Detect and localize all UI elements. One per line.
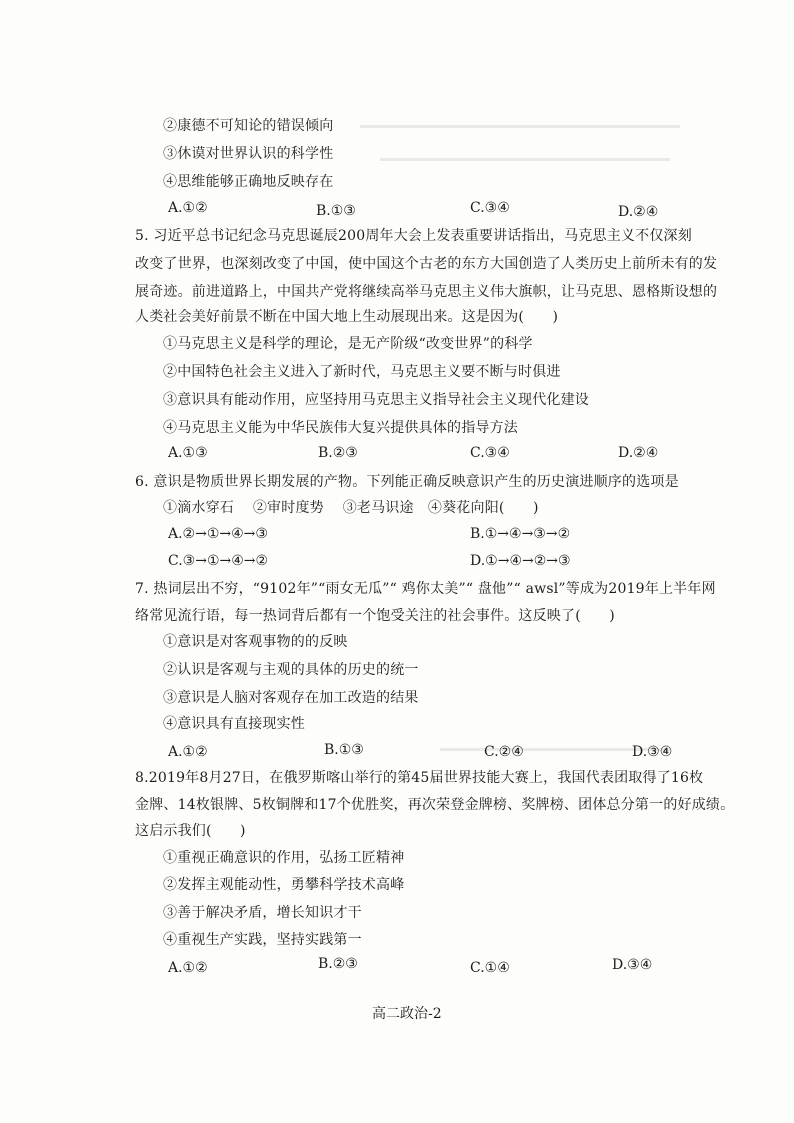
q7-option-4: ④意识具有直接现实性 — [163, 716, 305, 732]
q4-choice-d: D.②④ — [618, 204, 659, 220]
q7-choice-c: C.②④ — [484, 744, 524, 760]
q8-stem-line-1: 8.2019年8月27日，在俄罗斯喀山举行的第45届世界技能大赛上，我国代表团取得了16枚 — [135, 770, 704, 786]
q6-choice-b: B.①→④→③→② — [470, 526, 571, 542]
q8-option-3: ③善于解决矛盾，增长知识才干 — [163, 905, 362, 921]
q8-stem-line-2: 金牌、14枚银牌、5枚铜牌和17个优胜奖，再次荣登金牌榜、奖牌榜、团体总分第一的好成绩。 — [135, 797, 735, 813]
scan-smudge — [380, 158, 670, 161]
q7-option-1: ①意识是对客观事物的的反映 — [163, 634, 348, 650]
q5-stem-line-4: 人类社会美好前景不断在中国大地上生动展现出来。这是因为( ) — [135, 309, 559, 325]
q5-choice-a: A.①③ — [168, 445, 208, 461]
q4-option-4: ④思维能够正确地反映存在 — [163, 174, 334, 190]
q5-option-4: ④马克思主义能为中华民族伟大复兴提供具体的指导方法 — [163, 420, 518, 436]
q7-choice-b: B.①③ — [324, 742, 364, 758]
q8-choice-c: C.①④ — [470, 960, 510, 976]
q8-option-1: ①重视正确意识的作用，弘扬工匠精神 — [163, 850, 405, 866]
q8-stem-line-3: 这启示我们( ) — [135, 823, 246, 839]
q7-option-3: ③意识是人脑对客观存在加工改造的结果 — [163, 690, 419, 706]
q5-option-3: ③意识具有能动作用，应坚持用马克思主义指导社会主义现代化建设 — [163, 392, 589, 408]
q4-option-3: ③休谟对世界认识的科学性 — [163, 146, 334, 162]
q5-option-1: ①马克思主义是科学的理论，是无产阶级“改变世界”的科学 — [163, 336, 533, 352]
q8-option-4: ④重视生产实践，坚持实践第一 — [163, 932, 362, 948]
q7-stem-line-1: 7. 热词层出不穷，“9102年”“雨女无瓜”“ 鸡你太美”“ 盘他”“ awsl”等成为2019年上半年网 — [135, 581, 716, 597]
q4-choice-c: C.③④ — [470, 200, 510, 216]
q5-stem-line-3: 展奇迹。前进道路上，中国共产党将继续高举马克思主义伟大旗帜，让马克思、恩格斯设想的 — [135, 284, 718, 300]
q6-items: ①滴水穿石 ②审时度势 ③老马识途 ④葵花向阳( ) — [163, 500, 539, 516]
q8-choice-a: A.①② — [168, 960, 208, 976]
q8-choice-d: D.③④ — [612, 957, 653, 973]
q6-choice-a: A.②→①→④→③ — [168, 526, 268, 542]
q4-choice-b: B.①③ — [316, 203, 356, 219]
q7-choice-d: D.③④ — [632, 744, 673, 760]
scan-smudge — [360, 125, 680, 128]
q5-choice-d: D.②④ — [618, 445, 659, 461]
q6-choice-c: C.③→①→④→② — [168, 553, 269, 569]
page-footer: 高二政治-2 — [372, 1006, 442, 1022]
q6-stem: 6. 意识是物质世界长期发展的产物。下列能正确反映意识产生的历史演进顺序的选项是 — [135, 474, 679, 490]
q7-choice-a: A.①② — [168, 744, 208, 760]
q7-option-2: ②认识是客观与主观的具体的历史的统一 — [163, 662, 419, 678]
q5-choice-c: C.③④ — [470, 445, 510, 461]
q4-option-2: ②康德不可知论的错误倾向 — [163, 118, 334, 134]
q7-stem-line-2: 络常见流行语，每一热词背后都有一个饱受关注的社会事件。这反映了( ) — [135, 608, 615, 624]
q5-stem-line-1: 5. 习近平总书记纪念马克思诞辰200周年大会上发表重要讲话指出，马克思主义不仅深刻 — [135, 228, 692, 244]
q8-option-2: ②发挥主观能动性，勇攀科学技术高峰 — [163, 877, 405, 893]
q4-choice-a: A.①② — [168, 200, 208, 216]
q8-choice-b: B.②③ — [318, 956, 358, 972]
q6-choice-d: D.①→④→②→③ — [470, 553, 571, 569]
q5-choice-b: B.②③ — [318, 445, 358, 461]
q5-stem-line-2: 改变了世界，也深刻改变了中国，使中国这个古老的东方大国创造了人类历史上前所未有的发 — [135, 256, 718, 272]
q5-option-2: ②中国特色社会主义进入了新时代，马克思主义要不断与时俱进 — [163, 364, 561, 380]
